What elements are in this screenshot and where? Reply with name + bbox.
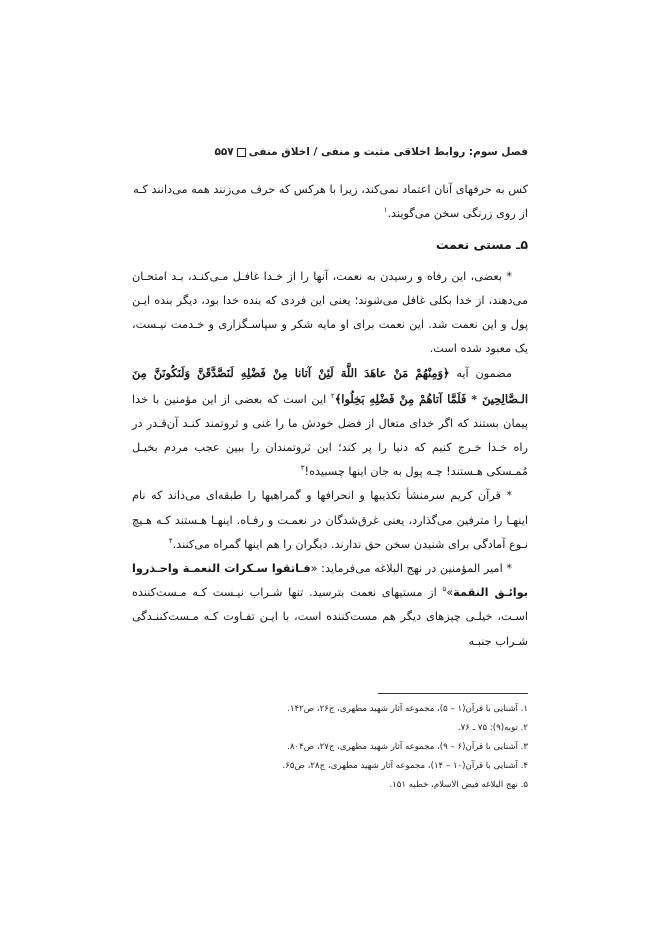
paragraph: * بعضی، این رفاه و رسیدن به نعمت، آنها را از خـدا غافـل مـی‌کنـد، بـد امتحـان می‌دهند، از خدا بکلی غافل می‌شوند؛ یعنی این فردی که بنده خدا بود، دیگر بنده ایـن پول و این نعمت شد. این نعمت برای او مایه شکر و سپاسـگزاری و خـدمت نیـست، یک معبود شده است. [132, 269, 528, 356]
paragraph [132, 361, 528, 484]
quran-verse: ﴿وَمِنْهُمْ مَنْ عاهَدَ اللَّهَ لَئِنْ آتانا مِنْ فَضْلِهِ لَنَصَّدَّقَنَّ وَلَنَكُونَنَّ مِنَ الـصَّالِحِينَ * فَلَمَّا آتاهُمْ مِنْ فَضْلِهِ بَخِلُوا﴾ [132, 366, 528, 406]
footnote-ref: ۵ [442, 585, 447, 594]
text-run: » [446, 586, 454, 600]
footnote: ۵. نهج البلاغه فیض الاسلام، خطبه ۱۵۱. [389, 780, 528, 790]
footnote-ref: ۱ [383, 206, 388, 215]
footnote: ۴. آشنایی با قرآن(۱۰ – ۱۴)، مجموعه آثار شهید مطهری، ج۲۸، ص۶۵. [282, 761, 528, 771]
text-run: از مستیهای نعمت بترسید. تنها شـراب نیـست کـه مـست‌کننده اسـت، خیلـی چیزهای دیگر هم مست‌کننده است، با ایـن تفـاوت کـه مـست‌کننـدگی شـراب جنبـه [132, 586, 528, 648]
paragraph-continuation [132, 178, 528, 226]
chapter-title: فصل سوم: روابط اخلاقی مثبت و منفی / اخلاق منفی [248, 146, 528, 158]
footnote: ۲. توبه(۹): ۷۵ ـ ۷۶. [457, 723, 528, 733]
footnote-ref: ۴ [168, 537, 173, 546]
text-line: کس به حرفهای آنان اعتماد نمی‌کند، زیرا با هرکس که حرف می‌زنند همه می‌دانند کـه [133, 183, 528, 196]
paragraph [132, 484, 528, 557]
footnote-ref: ۳ [300, 464, 305, 473]
hadith-quote: فـاتقوا سـكرات النعمـة واحـذروا بوائـق النقمة [132, 562, 529, 600]
text-run: مضمون آیه [456, 367, 512, 381]
footnote-ref: ۲ [330, 391, 335, 400]
page-number: ۵۵۷ [214, 146, 234, 158]
running-header [128, 146, 528, 158]
footnote: ۳. آشنایی با قرآن(۶ – ۹)، مجموعه آثار شهید مطهری، ج۲۷، ص۸۰۴. [287, 742, 528, 752]
footnote-divider [378, 693, 528, 694]
text-run: * امیر المؤمنین در نهج البلاغه می‌فرماید: « [310, 562, 512, 576]
paragraph [132, 557, 528, 654]
footnotes [132, 700, 528, 795]
section-heading: ۵ـ مستی نعمت [435, 237, 528, 253]
text-run: * قرآن کریم سرمنشأ تکذیبها و انحرافها و گمراهیها را طبقه‌ای می‌داند که نام اینهـا را مترفین می‌گذارد، یعنی غرق‌شدگان در نعمـت و رفـاه. اینهـا هـستند کـه هـیچ نـوع آمادگی برای شنیدن سخن حق ندارند. دیگران را هم اینها گمراه می‌کنند. [132, 489, 528, 551]
square-ornament-icon [237, 148, 246, 157]
main-text [132, 178, 528, 654]
text-line: از روی زرنگی سخن می‌گویند. [387, 207, 528, 221]
footnote: ۱. آشنایی با قرآن(۱ – ۵)، مجموعه آثار شهید مطهری، ج۲۶، ص۱۴۲. [287, 704, 528, 714]
text-run: این است که بعضی از این مؤمنین با خدا پیمان بستند که اگر خدای متعال از فضل خودش ما را غنی و ثروتمند کنـد آن‌قـدر در راه خـدا خـرج کنیم که دنیا را پر کند؛ این ثروتمندان را ببین عجب مردم بخیـل مُمـسکی هـستند! چـه پول به جان اینها چسبیده! [132, 392, 528, 479]
